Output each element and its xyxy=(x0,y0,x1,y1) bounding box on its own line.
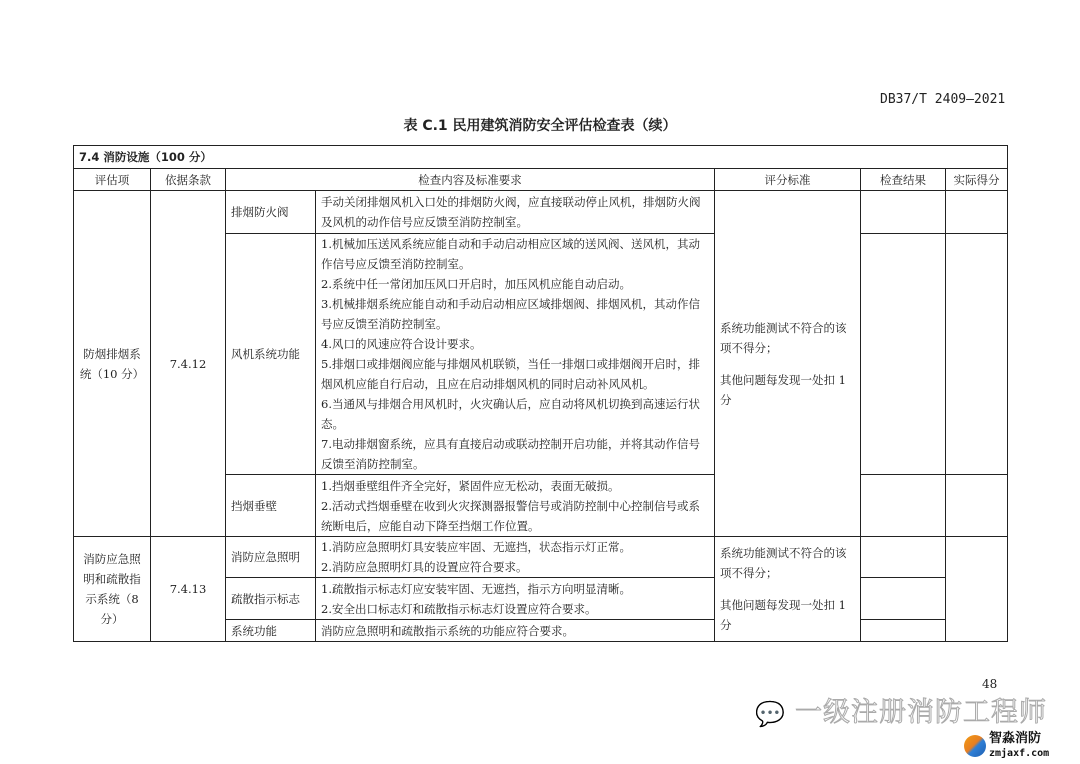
table-title: 表 C.1 民用建筑消防安全评估检查表（续） xyxy=(403,118,677,134)
result-cell[interactable] xyxy=(861,620,946,642)
score-cell[interactable] xyxy=(946,475,1008,537)
content-cell xyxy=(316,475,715,537)
content-line: 1.消防应急照明灯具安装应牢固、无遮挡，状态指示灯正常。 xyxy=(321,540,631,554)
score-cell[interactable] xyxy=(946,234,1008,475)
wechat-icon: 💬 xyxy=(755,700,785,728)
brand-name: 智淼消防 xyxy=(989,731,1042,746)
content-cell xyxy=(316,578,715,620)
table-row xyxy=(74,537,1008,578)
result-cell[interactable] xyxy=(861,475,946,537)
content-line: 1.疏散指示标志灯应安装牢固、无遮挡，指示方向明显清晰。 xyxy=(321,581,631,596)
sub-item: 系统功能 xyxy=(226,620,316,642)
result-cell[interactable] xyxy=(861,234,946,475)
content-line: 7.电动排烟窗系统，应具有直接启动或联动控制开启功能，并将其动作信号反馈至消防控制室。 xyxy=(321,437,700,471)
content-line: 3.机械排烟系统应能自动和手动启动相应区域排烟阀、排烟风机，其动作信号应反馈至消防控制室。 xyxy=(321,297,700,331)
content-line: 2.消防应急照明灯具的设置应符合要求。 xyxy=(321,560,528,574)
brand-logo-icon xyxy=(964,735,986,757)
content-line: 6.当通风与排烟合用风机时，火灾确认后，应自动将风机切换到高速运行状态。 xyxy=(321,397,700,431)
scoring-cell xyxy=(715,191,861,537)
scoring-line: 其他问题每发现一处扣 1 分 xyxy=(720,598,846,632)
sub-item: 风机系统功能 xyxy=(226,234,316,475)
col-header: 实际得分 xyxy=(946,169,1008,191)
scoring-cell xyxy=(715,537,861,642)
scoring-line: 系统功能测试不符合的该项不得分； xyxy=(720,320,847,355)
score-cell[interactable] xyxy=(946,191,1008,234)
watermark-text: 一级注册消防工程师 xyxy=(795,697,1047,728)
sub-item: 消防应急照明 xyxy=(226,537,316,578)
score-cell[interactable] xyxy=(946,537,1008,642)
content-cell xyxy=(316,537,715,578)
result-cell[interactable] xyxy=(861,537,946,578)
content-line: 2.安全出口标志灯和疏散指示标志灯设置应符合要求。 xyxy=(321,601,597,616)
content-line: 1.机械加压送风系统应能自动和手动启动相应区域的送风阀、送风机，其动作信号应反馈至消防控制室。 xyxy=(321,237,700,271)
col-header: 评分标准 xyxy=(715,169,861,191)
document-code: DB37/T 2409—2021 xyxy=(880,92,1006,107)
content-line: 2.活动式挡烟垂壁在收到火灾探测器报警信号或消防控制中心控制信号或系统断电后，应能自动下降至挡烟工作位置。 xyxy=(321,498,700,533)
item-cell: 消防应急照明和疏散指示系统（8 分） xyxy=(74,537,151,642)
result-cell[interactable] xyxy=(861,578,946,620)
content-cell xyxy=(316,234,715,475)
clause-cell: 7.4.12 xyxy=(151,191,226,537)
sub-item: 排烟防火阀 xyxy=(226,191,316,234)
brand-url: zmjaxf.com xyxy=(989,748,1050,759)
sub-item: 挡烟垂壁 xyxy=(226,475,316,537)
page-number: 48 xyxy=(982,677,998,691)
result-cell[interactable] xyxy=(861,191,946,234)
content-line: 手动关闭排烟风机入口处的排烟防火阀，应直接联动停止风机，排烟防火阀及风机的动作信号应反馈至消防控制室。 xyxy=(321,195,701,229)
content-line: 5.排烟口或排烟阀应能与排烟风机联锁，当任一排烟口或排烟阀开启时，排烟风机应能自行启动，且应在启动排烟风机的同时启动补风风机。 xyxy=(321,357,700,391)
content-line: 1.挡烟垂壁组件齐全完好，紧固件应无松动，表面无破损。 xyxy=(321,478,620,493)
col-header: 检查内容及标准要求 xyxy=(226,169,715,191)
col-header: 评估项 xyxy=(74,169,151,191)
inspection-table xyxy=(73,145,1008,642)
col-header: 检查结果 xyxy=(861,169,946,191)
content-line: 消防应急照明和疏散指示系统的功能应符合要求。 xyxy=(321,623,574,638)
scoring-line: 系统功能测试不符合的该项不得分； xyxy=(720,546,847,580)
content-line: 4.风口的风速应符合设计要求。 xyxy=(321,337,482,351)
scoring-line: 其他问题每发现一处扣 1 分 xyxy=(720,372,846,407)
col-header: 依据条款 xyxy=(151,169,226,191)
item-cell: 防烟排烟系统（10 分） xyxy=(74,191,151,537)
table-row xyxy=(74,191,1008,234)
section-title: 7.4 消防设施（100 分） xyxy=(74,146,1008,169)
clause-cell: 7.4.13 xyxy=(151,537,226,642)
content-cell xyxy=(316,191,715,234)
sub-item: 疏散指示标志 xyxy=(226,578,316,620)
content-line: 2.系统中任一常闭加压风口开启时，加压风机应能自动启动。 xyxy=(321,277,631,291)
content-cell xyxy=(316,620,715,642)
